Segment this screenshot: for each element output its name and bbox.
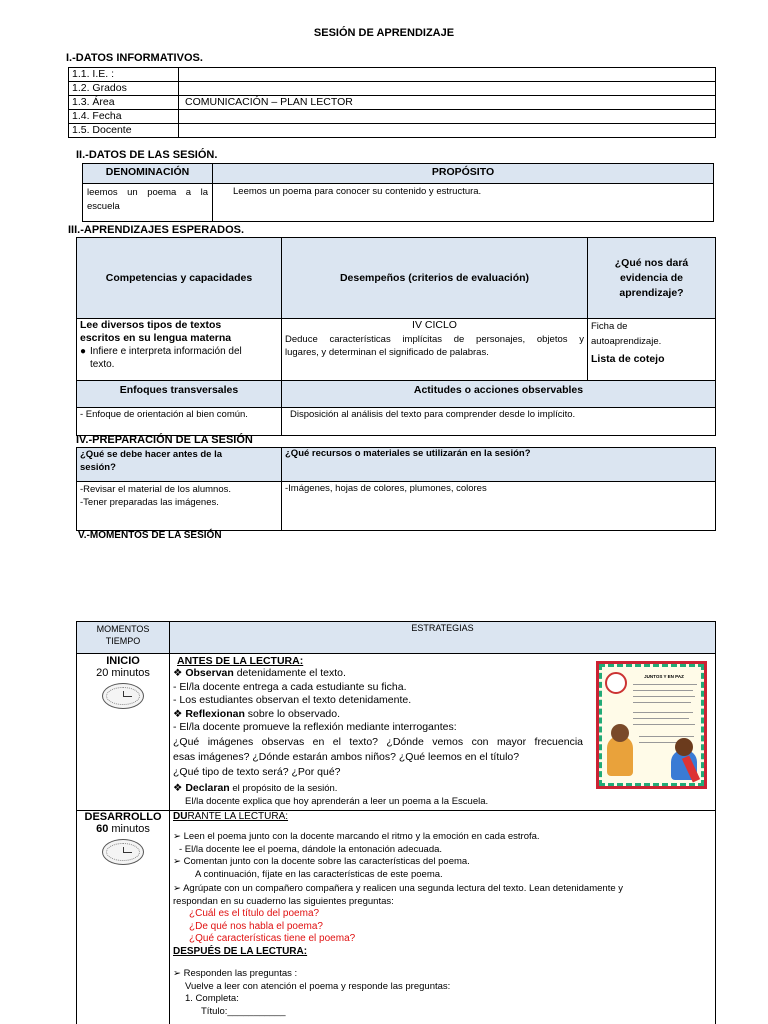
arrow-bullet-icon: ➢ <box>173 831 184 842</box>
diamond-bullet-icon: ❖ <box>173 707 186 720</box>
clock-icon <box>102 683 144 709</box>
durante-text: Agrúpate con un compañero compañera y realicen una segunda lectura del texto. Lean detenidamente y <box>183 883 624 894</box>
enfoque-cell: - Enfoque de orientación al bien común. <box>77 408 282 436</box>
header-evidencia-line: evidencia de <box>619 271 684 284</box>
question-line: ¿Cuál es el título del poema? <box>189 908 320 919</box>
desarrollo-time-unit: minutos <box>108 822 150 835</box>
child-figure-left <box>607 736 633 776</box>
header-momentos <box>77 622 170 654</box>
preparacion-table <box>76 447 716 531</box>
table-row <box>83 164 714 184</box>
row-value: COMUNICACIÓN – PLAN LECTOR <box>179 96 716 110</box>
despues-line: 1. Completa: <box>185 993 239 1004</box>
durante-item <box>173 831 712 844</box>
poem-text-line <box>639 736 694 737</box>
spacer <box>173 823 712 831</box>
inicio-line: - Los estudiantes observan el texto detenidamente. <box>173 694 412 706</box>
antes-cell <box>77 482 282 531</box>
header-evidencia-line: ¿Qué nos dará <box>614 256 689 269</box>
antes-line: -Revisar el material de los alumnos. <box>80 484 232 495</box>
despues-item <box>173 968 712 981</box>
durante-line: respondan en su cuaderno las siguientes preguntas: <box>173 895 394 907</box>
aprendizajes-table <box>76 237 716 436</box>
row-label: 1.5. Docente <box>69 124 179 138</box>
durante-text: Leen el poema junto con la docente marcando el ritmo y la emoción en cada estrofa. <box>183 831 540 842</box>
observan-label: Observan <box>185 667 234 679</box>
table-row <box>77 622 716 654</box>
section-1-heading: I.-DATOS INFORMATIVOS. <box>66 52 203 64</box>
poem-text-line <box>633 684 697 685</box>
header-denominacion: DENOMINACIÓN <box>83 164 213 184</box>
despues-line: Vuelve a leer con atención el poema y responde las preguntas: <box>185 980 451 992</box>
inicio-cell <box>77 654 170 811</box>
desempeno-cell <box>282 319 588 381</box>
diamond-bullet-icon: ❖ <box>173 667 186 679</box>
table-row <box>77 448 716 482</box>
section-3-heading: III.-APRENDIZAJES ESPERADOS. <box>68 224 245 236</box>
question-line: ¿De qué nos habla el poema? <box>189 920 323 932</box>
inicio-line: - El/la docente promueve la reflexión mediante interrogantes: <box>173 721 457 733</box>
poem-text-line <box>633 718 689 719</box>
section-5-heading: V.-MOMENTOS DE LA SESIÓN <box>78 530 222 541</box>
header-proposito: PROPÓSITO <box>213 164 714 184</box>
proposito-cell: Leemos un poema para conocer su contenido y estructura. <box>213 184 714 222</box>
row-value <box>179 82 716 96</box>
capacidad-text: Infiere e interpreta información del <box>90 346 242 357</box>
section-2-heading: II.-DATOS DE LAS SESIÓN. <box>76 149 218 161</box>
durante-line: A continuación, fíjate en las características de este poema. <box>195 868 443 880</box>
header-antes-line: sesión? <box>80 462 116 473</box>
inicio-question: ¿Qué imágenes observas en el texto? ¿Dónde vemos con mayor frecuencia <box>173 735 583 748</box>
arrow-bullet-icon: ➢ <box>173 856 184 867</box>
observan-text: detenidamente el texto. <box>233 667 346 679</box>
row-value <box>179 110 716 124</box>
table-row <box>69 110 716 124</box>
datos-sesion-table <box>82 163 714 222</box>
section-4-heading: IV.-PREPARACIÓN DE LA SESIÓN <box>76 434 253 446</box>
question-line: ¿Qué características tiene el poema? <box>189 933 356 944</box>
bullet-icon: ● <box>80 346 87 357</box>
declaran-label: Declaran <box>185 781 230 794</box>
page-title: SESIÓN DE APRENDIZAJE <box>313 27 455 39</box>
header-estrategias: ESTRATEGIAS <box>170 622 716 654</box>
header-antes <box>77 448 282 482</box>
header-competencias: Competencias y capacidades <box>77 238 282 319</box>
poem-text-line <box>633 702 691 703</box>
table-row <box>69 68 716 82</box>
row-label: 1.2. Grados <box>69 82 179 96</box>
table-row <box>69 82 716 96</box>
row-label: 1.1. I.E. : <box>69 68 179 82</box>
antes-title: ANTES DE LA LECTURA: <box>177 655 304 667</box>
header-antes-line: ¿Qué se debe hacer antes de la <box>80 449 223 460</box>
capacidad-text: texto. <box>90 359 115 370</box>
inicio-line: - El/la docente entrega a cada estudiante su ficha. <box>173 680 407 693</box>
inicio-question: esas imágenes? ¿Dónde estarán ambos niños? ¿Qué leemos en el título? <box>173 750 520 763</box>
table-row <box>69 124 716 138</box>
poem-text-line <box>633 696 695 697</box>
desarrollo-time <box>77 823 169 835</box>
inicio-time: 20 minutos <box>96 667 150 679</box>
header-evidencia <box>588 238 716 319</box>
table-row <box>83 184 714 222</box>
desempeno-line: Deduce características implícitas de personajes, objetos y <box>285 333 584 345</box>
poem-text-line <box>633 712 693 713</box>
inicio-question: ¿Qué tipo de texto será? ¿Por qué? <box>173 765 341 778</box>
capacidad-item <box>80 345 278 358</box>
table-row <box>77 482 716 531</box>
child-head-left <box>611 724 629 742</box>
competencia-title: escritos en su lengua materna <box>80 332 232 344</box>
antes-line: -Tener preparadas las imágenes. <box>80 497 219 508</box>
competencia-cell <box>77 319 282 381</box>
durante-title <box>173 811 712 824</box>
denominacion-line: leemos un poema a la <box>87 187 208 198</box>
evidencia-lista: Lista de cotejo <box>591 353 665 365</box>
header-momentos-line: MOMENTOS <box>96 624 150 634</box>
actitud-cell: Disposición al análisis del texto para comprender desde lo implícito. <box>282 408 716 436</box>
poem-illustration <box>596 661 707 789</box>
spacer <box>173 958 712 968</box>
durante-line: - El/la docente lee el poema, dándole la entonación adecuada. <box>179 843 443 855</box>
reflexionan-text: sobre lo observado. <box>244 707 341 720</box>
durante-item <box>173 856 712 869</box>
header-actitudes: Actitudes o acciones observables <box>282 381 716 408</box>
durante-title-bold: DU <box>173 810 188 822</box>
row-value <box>179 124 716 138</box>
declaran-text: el propósito de la sesión. <box>229 782 338 794</box>
denominacion-line: escuela <box>87 201 120 212</box>
table-row <box>77 381 716 408</box>
denominacion-cell <box>83 184 213 222</box>
poem-title: JUNTOS Y EN PAZ <box>644 674 684 679</box>
datos-informativos-table <box>68 67 716 138</box>
clock-icon <box>605 672 627 694</box>
despues-title: DESPUÉS DE LA LECTURA: <box>173 945 308 957</box>
reflexionan-label: Reflexionan <box>185 707 245 720</box>
desempeno-line: lugares, y determinan el significado de palabras. <box>285 347 489 358</box>
header-recursos: ¿Qué recursos o materiales se utilizarán en la sesión? <box>282 448 716 482</box>
evidencia-line: autoaprendizaje. <box>591 336 662 347</box>
header-enfoques: Enfoques transversales <box>77 381 282 408</box>
row-value <box>179 68 716 82</box>
durante-item <box>173 883 712 896</box>
table-row <box>77 319 716 381</box>
diamond-bullet-icon: ❖ <box>173 781 186 794</box>
table-row <box>77 654 716 811</box>
row-label: 1.3. Área <box>69 96 179 110</box>
header-momentos-line: TIEMPO <box>105 636 141 646</box>
evidencia-line: Ficha de <box>591 321 628 332</box>
durante-text: Comentan junto con la docente sobre las características del poema. <box>183 856 470 867</box>
durante-title-text: RANTE LA LECTURA: <box>187 810 289 822</box>
arrow-bullet-icon: ➢ <box>173 968 184 979</box>
clock-icon <box>102 839 144 865</box>
desarrollo-time-number: 60 <box>96 822 109 835</box>
table-row <box>69 96 716 110</box>
table-row <box>77 408 716 436</box>
header-desempenos: Desempeños (criterios de evaluación) <box>282 238 588 319</box>
table-row <box>77 810 716 1024</box>
recursos-cell: -Imágenes, hojas de colores, plumones, colores <box>282 482 716 531</box>
poem-text-line <box>633 690 693 691</box>
evidencia-cell <box>588 319 716 381</box>
momentos-table <box>76 621 716 1024</box>
inicio-line: El/la docente explica que hoy aprenderán a leer un poema a la Escuela. <box>185 796 489 807</box>
row-label: 1.4. Fecha <box>69 110 179 124</box>
header-evidencia-line: aprendizaje? <box>619 286 684 299</box>
table-row <box>77 238 716 319</box>
despues-line: Título:___________ <box>201 1005 286 1017</box>
poem-text-line <box>633 724 695 725</box>
child-head-right <box>675 738 693 756</box>
desarrollo-strategies <box>170 810 716 1024</box>
despues-text: Responden las preguntas : <box>183 968 298 979</box>
inicio-label: INICIO <box>106 655 140 667</box>
arrow-bullet-icon: ➢ <box>173 883 184 894</box>
ciclo-label: IV CICLO <box>412 319 457 331</box>
desarrollo-cell <box>77 810 170 1024</box>
desarrollo-label: DESARROLLO <box>84 810 162 823</box>
inicio-strategies <box>170 654 716 811</box>
competencia-title: Lee diversos tipos de textos <box>80 319 222 331</box>
